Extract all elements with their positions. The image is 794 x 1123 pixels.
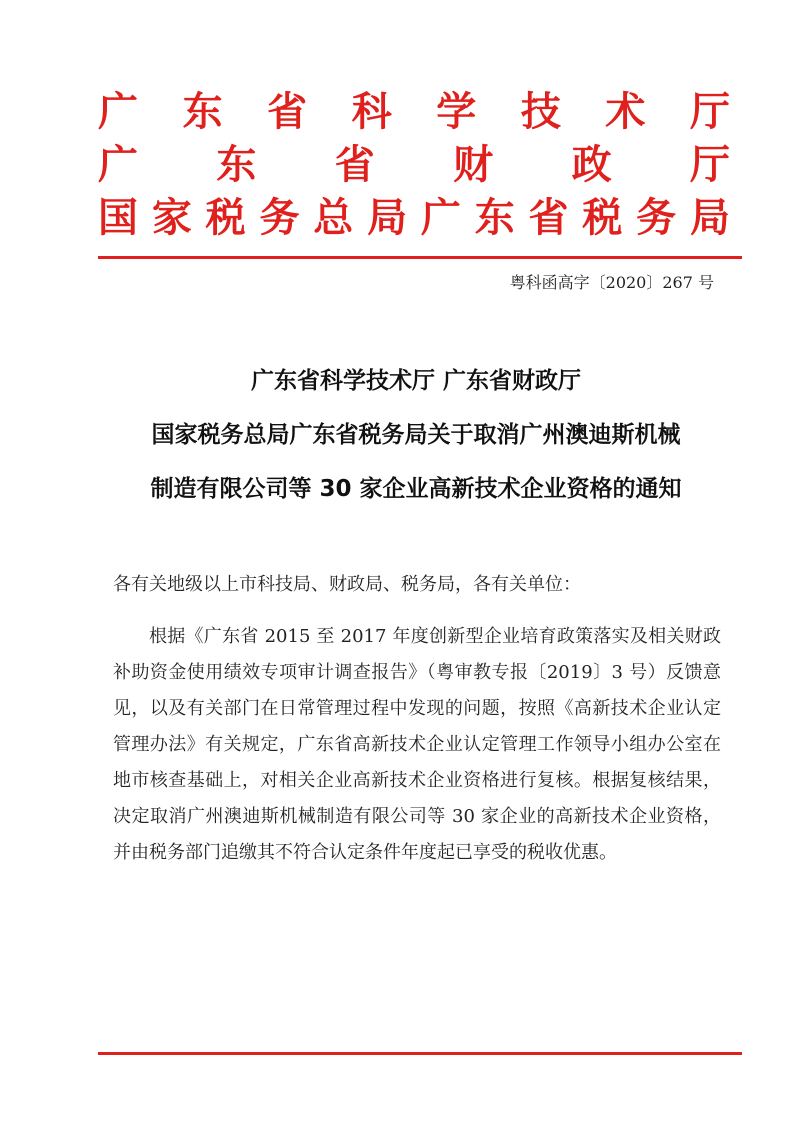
- letterhead-char: 家: [151, 194, 192, 241]
- letterhead-char: 省: [267, 88, 308, 135]
- letterhead-char: 厅: [689, 88, 730, 135]
- letterhead-line-3: [98, 194, 730, 242]
- letterhead-char: 东: [474, 194, 515, 241]
- letterhead-line-2: [98, 141, 730, 189]
- letterhead-char: 科: [351, 88, 392, 135]
- letterhead-char: 省: [528, 194, 569, 241]
- letterhead-char: 学: [436, 88, 477, 135]
- letterhead-char: 局: [689, 194, 730, 241]
- letterhead-char: 技: [520, 88, 561, 135]
- header-divider: [98, 256, 742, 259]
- document-title-line-1: 广东省科学技术厅 广东省财政厅: [250, 368, 581, 394]
- addressee: 各有关地级以上市科技局、财政局、税务局，各有关单位：: [113, 574, 581, 595]
- letterhead-char: 务: [259, 194, 300, 241]
- footer-divider: [98, 1052, 742, 1055]
- letterhead-char: 总: [313, 194, 354, 241]
- letterhead-char: 务: [636, 194, 677, 241]
- document-number: 粤科函高字〔2020〕267 号: [509, 273, 714, 292]
- letterhead-char: 国: [98, 194, 138, 241]
- letterhead-char: 政: [571, 141, 612, 188]
- letterhead-line-1: [98, 88, 730, 136]
- letterhead-char: 东: [216, 141, 257, 188]
- letterhead-char: 税: [205, 194, 246, 241]
- body-paragraph: 根据《广东省 2015 至 2017 年度创新型企业培育政策落实及相关财政补助资金使用绩效专项审计调查报告》（粤审教专报〔2019〕3 号）反馈意见，以及有关部门在日常管理过程中发现的问题，按照《高新技术企业认定管理办法》有关规定，广东省高新技术企业认定管理工作领导小组办公室在地市核查基础上，对相关企业高新技术企业资格进行复核。根据复核结果，决定取消广州澳迪斯机械制造有限公司等 30 家企业的高新技术企业资格，并由税务部门追缴其不符合认定条件年度起已享受的税收优惠。: [113, 626, 721, 863]
- document-title-line-2: 国家税务总局广东省税务局关于取消广州澳迪斯机械: [151, 422, 681, 448]
- letterhead-char: 厅: [689, 141, 730, 188]
- letterhead-char: 税: [582, 194, 623, 241]
- letterhead-char: 财: [453, 141, 494, 188]
- letterhead-char: 广: [98, 88, 138, 135]
- letterhead-char: 局: [367, 194, 408, 241]
- letterhead-char: 广: [98, 141, 138, 188]
- document-title-line-3: 制造有限公司等 30 家企业高新技术企业资格的通知: [150, 476, 682, 502]
- letterhead-char: 术: [605, 88, 646, 135]
- letterhead-char: 东: [182, 88, 223, 135]
- letterhead-char: 省: [334, 141, 375, 188]
- letterhead-char: 广: [420, 194, 461, 241]
